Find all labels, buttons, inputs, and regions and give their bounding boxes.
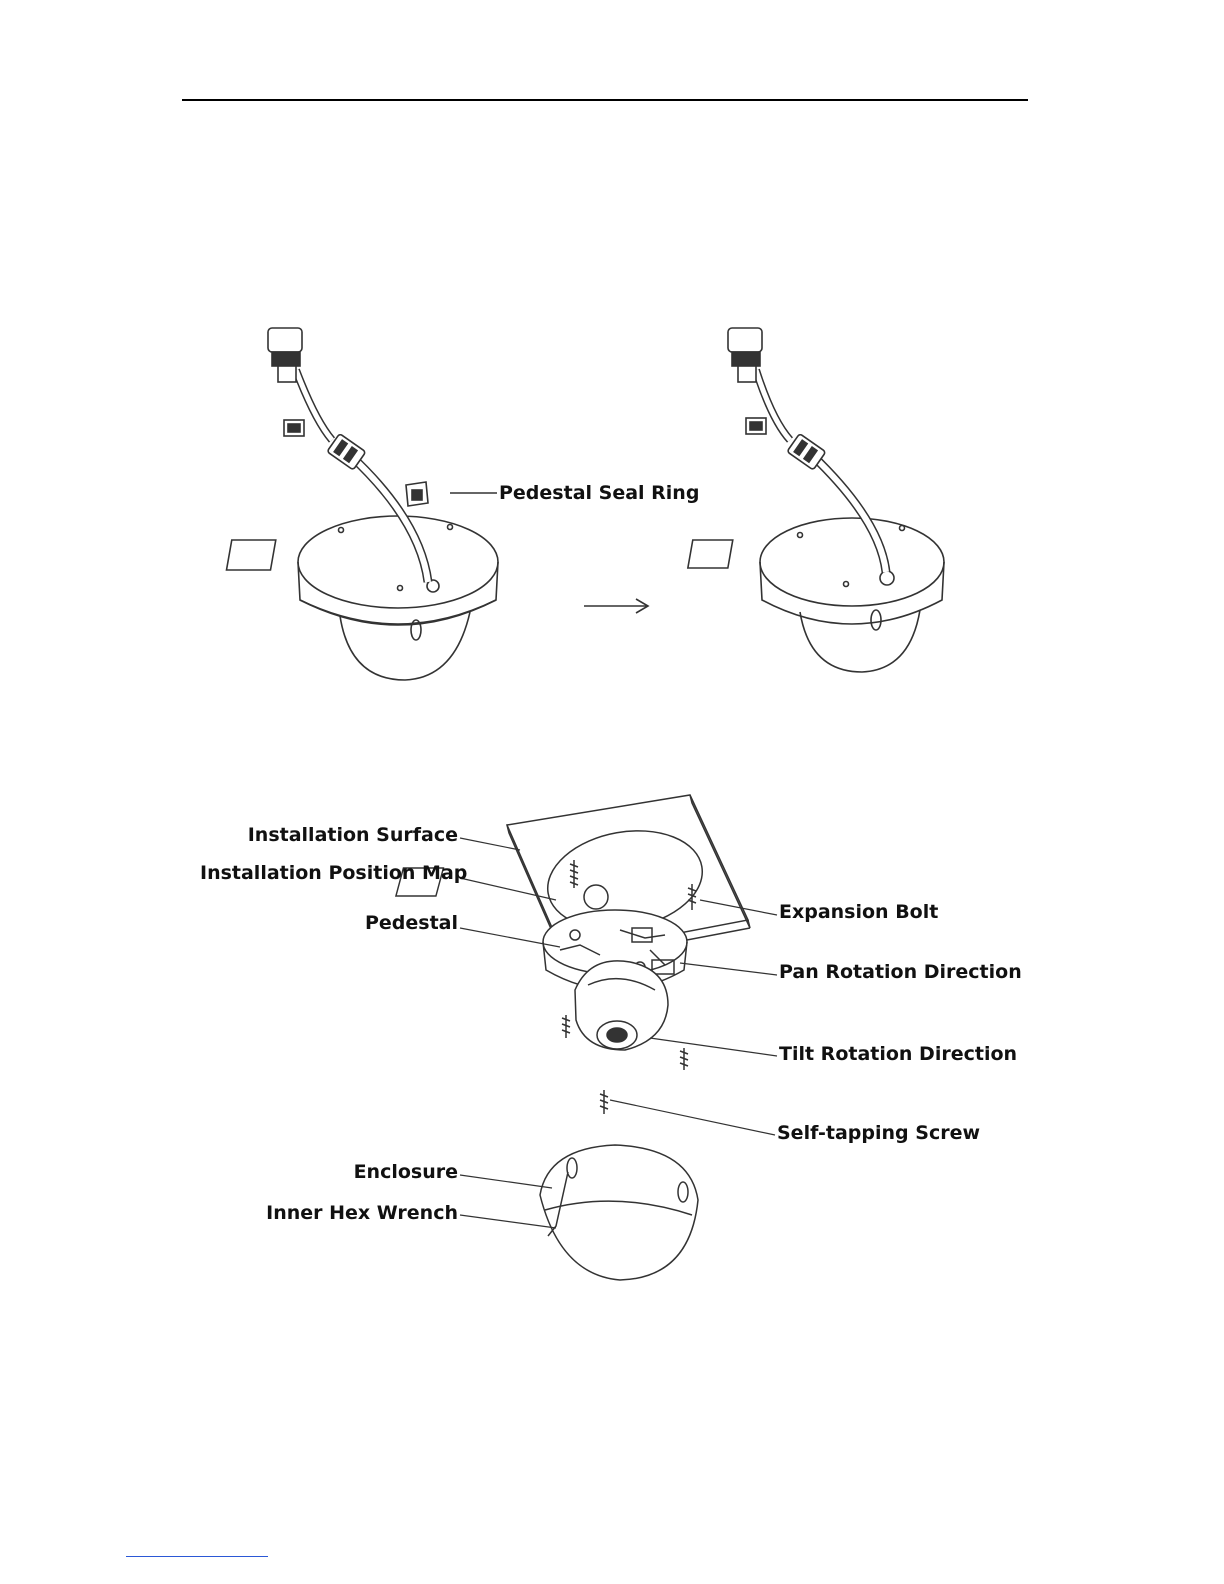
label-enclosure: Enclosure xyxy=(353,1161,458,1183)
label-expansion-bolt: Expansion Bolt xyxy=(779,901,939,923)
label-self-tapping-screw: Self-tapping Screw xyxy=(777,1122,981,1144)
footer-link-underline xyxy=(126,1556,268,1557)
label-installation-position-map: Installation Position Map xyxy=(200,862,468,884)
label-pan-rotation-direction: Pan Rotation Direction xyxy=(779,961,1022,983)
label-tilt-rotation-direction: Tilt Rotation Direction xyxy=(779,1043,1018,1065)
label-pedestal-seal-ring: Pedestal Seal Ring xyxy=(499,482,700,504)
enclosure xyxy=(540,1145,698,1280)
camera-module xyxy=(575,961,668,1050)
label-pedestal: Pedestal xyxy=(364,912,458,934)
label-inner-hex-wrench: Inner Hex Wrench xyxy=(266,1202,458,1224)
label-installation-surface: Installation Surface xyxy=(247,824,458,846)
